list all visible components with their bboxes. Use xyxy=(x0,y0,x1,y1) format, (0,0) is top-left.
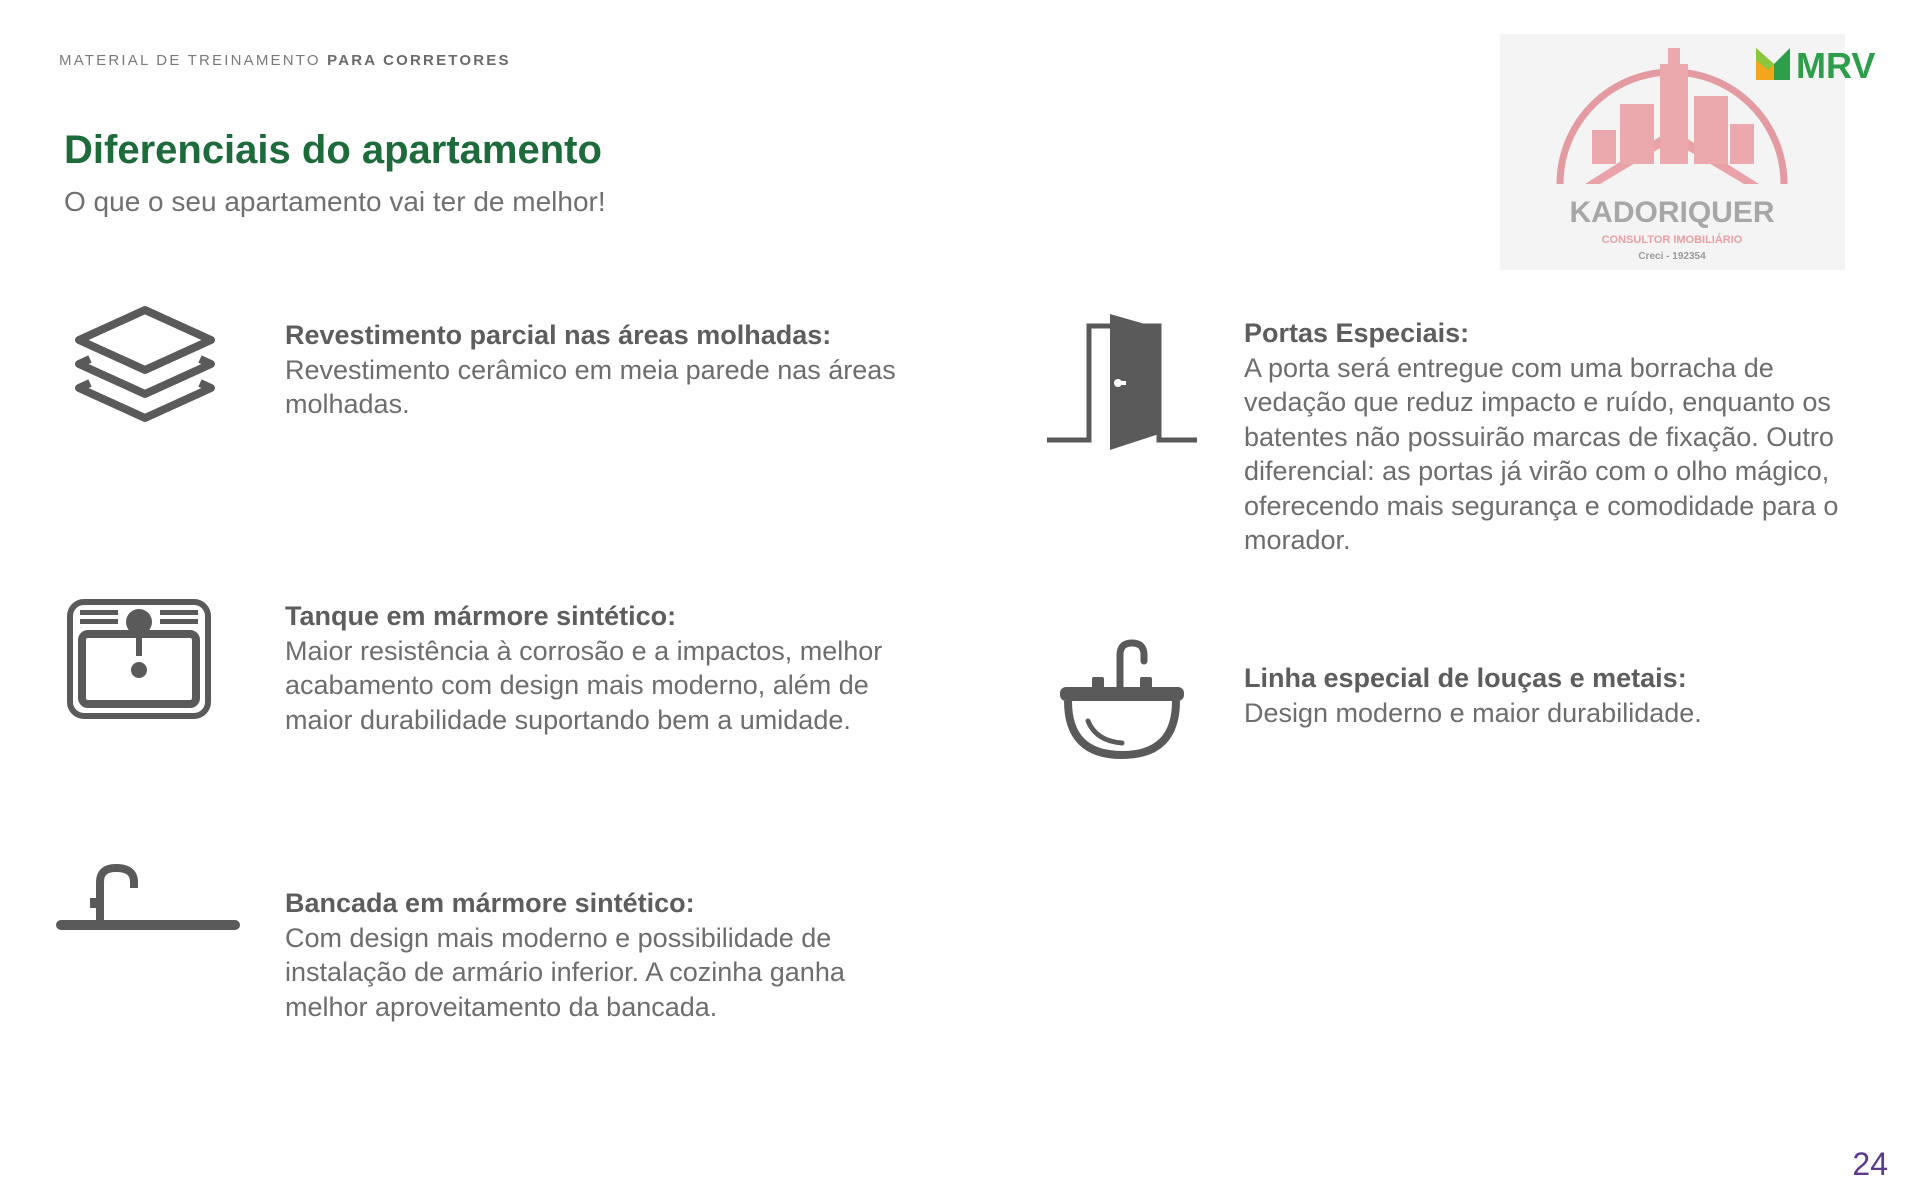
watermark-role: CONSULTOR IMOBILIÁRIO xyxy=(1601,234,1743,246)
mrv-logo xyxy=(1754,40,1894,84)
kicker-bold: PARA CORRETORES xyxy=(327,52,511,69)
kicker-regular: MATERIAL DE TREINAMENTO xyxy=(59,52,321,69)
page-subtitle: O que o seu apartamento vai ter de melhor! xyxy=(64,186,606,217)
feature-description: Design moderno e maior durabilidade. xyxy=(1244,697,1702,728)
feature-title: Tanque em mármore sintético: xyxy=(285,601,677,631)
mrv-logo-text: MRV xyxy=(1796,45,1876,84)
feature-title: Revestimento parcial nas áreas molhadas: xyxy=(285,320,832,350)
layers-icon xyxy=(70,304,220,428)
door-icon xyxy=(1045,312,1200,452)
sink-basin-icon xyxy=(1058,637,1186,759)
page-number: 24 xyxy=(1852,1146,1888,1182)
feature-title: Portas Especiais: xyxy=(1244,318,1470,348)
feature-synthetic-marble-countertop xyxy=(285,886,905,1024)
watermark-name: KADORIQUER xyxy=(1569,196,1775,229)
watermark-creci: Creci - 192354 xyxy=(1638,251,1706,262)
feature-special-doors xyxy=(1244,316,1864,558)
feature-tableware-and-fixtures xyxy=(1244,661,1864,730)
mrv-logo-mark-icon xyxy=(1754,40,1894,84)
feature-description: Com design mais moderno e possibilidade de instalação de armário inferior. A cozinha ganha melhor aproveitamento da bancada. xyxy=(285,922,845,1022)
feature-description: A porta será entregue com uma borracha de vedação que reduz impacto e ruído, enquanto os batentes não possuirão marcas de fixação. Outro diferencial: as portas já virão com o olho mágico, oferecendo mais segurança e comodidade para o morador. xyxy=(1244,352,1839,555)
countertop-faucet-icon xyxy=(54,862,242,936)
feature-description: Maior resistência à corrosão e a impactos, melhor acabamento com design mais moderno, além de maior durabilidade suportando bem a umidade. xyxy=(285,635,883,735)
feature-description: Revestimento cerâmico em meia parede nas áreas molhadas. xyxy=(285,354,896,419)
page-title: Diferenciais do apartamento xyxy=(64,128,602,172)
feature-synthetic-marble-tank xyxy=(285,599,905,737)
feature-wet-area-cladding xyxy=(285,318,905,422)
training-material-kicker xyxy=(59,52,511,69)
feature-title: Bancada em mármore sintético: xyxy=(285,888,695,918)
laundry-tank-icon xyxy=(66,598,212,720)
feature-title: Linha especial de louças e metais: xyxy=(1244,663,1687,693)
